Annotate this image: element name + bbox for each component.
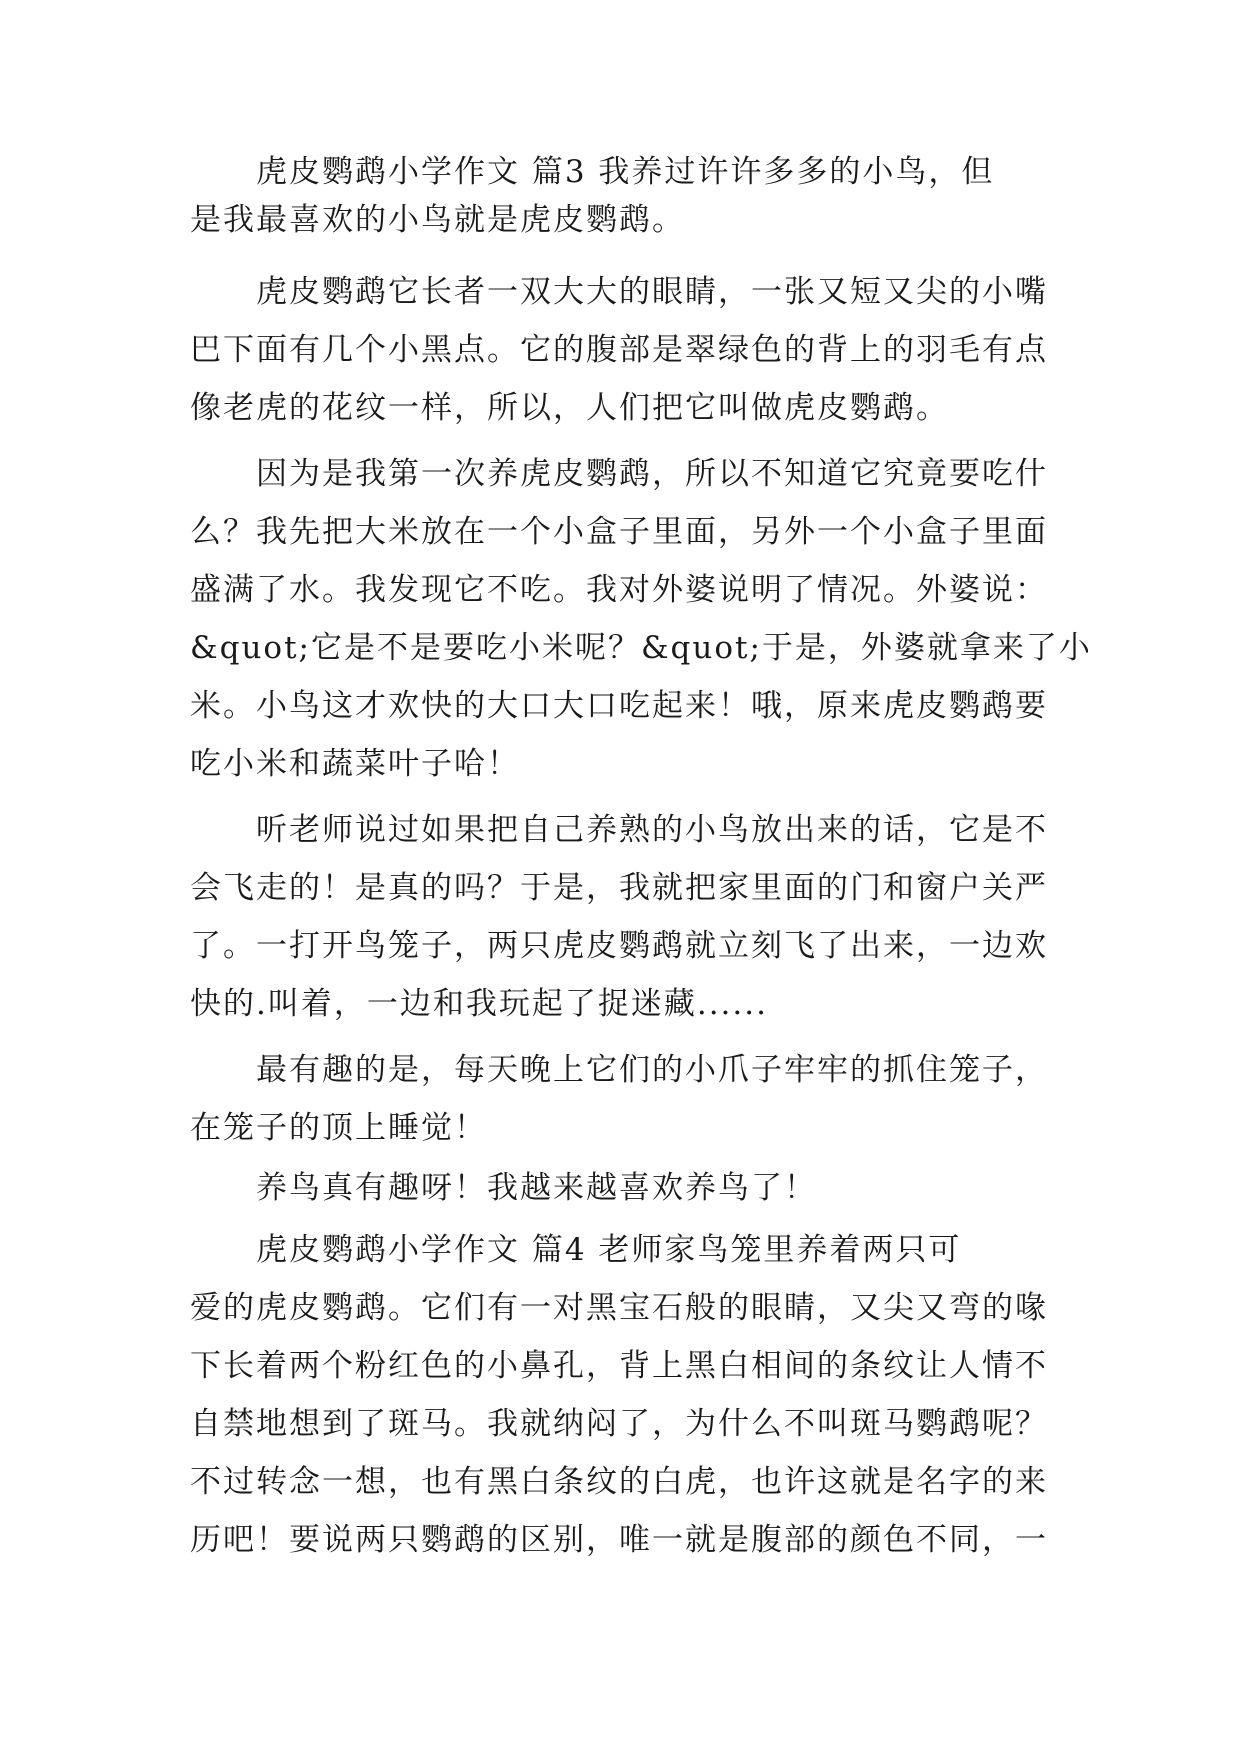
text-line: &quot;它是不是要吃小米呢？&quot;于是，外婆就拿来了小 [190,630,1092,666]
text-line: 了。一打开鸟笼子，两只虎皮鹦鹉就立刻飞了出来，一边欢 [190,928,1048,964]
text-line: 米。小鸟这才欢快的大口大口吃起来！哦，原来虎皮鹦鹉要 [190,688,1048,724]
text-line: 最有趣的是，每天晚上它们的小爪子牢牢的抓住笼子， [256,1052,1048,1088]
text-line: 是我最喜欢的小鸟就是虎皮鹦鹉。 [190,202,685,238]
text-line: 养鸟真有趣呀！我越来越喜欢养鸟了！ [256,1170,817,1206]
text-line: 因为是我第一次养虎皮鹦鹉，所以不知道它究竟要吃什 [256,456,1048,492]
text-line: 爱的虎皮鹦鹉。它们有一对黑宝石般的眼睛，又尖又弯的喙 [190,1290,1048,1326]
text-line: 虎皮鹦鹉小学作文 篇3 我养过许许多多的小鸟，但 [256,154,995,190]
text-line: 自禁地想到了斑马。我就纳闷了，为什么不叫斑马鹦鹉呢？ [190,1406,1048,1442]
text-line: 么？我先把大米放在一个小盒子里面，另外一个小盒子里面 [190,514,1048,550]
text-line: 下长着两个粉红色的小鼻孔，背上黑白相间的条纹让人情不 [190,1348,1048,1384]
text-line: 虎皮鹦鹉小学作文 篇4 老师家鸟笼里养着两只可 [256,1232,962,1268]
text-line: 巴下面有几个小黑点。它的腹部是翠绿色的背上的羽毛有点 [190,332,1048,368]
text-line: 快的.叫着，一边和我玩起了捉迷藏...... [190,986,768,1022]
text-line: 会飞走的！是真的吗？于是，我就把家里面的门和窗户关严 [190,870,1048,906]
text-line: 在笼子的顶上睡觉！ [190,1110,487,1146]
text-line: 虎皮鹦鹉它长者一双大大的眼睛，一张又短又尖的小嘴 [256,274,1048,310]
text-line: 盛满了水。我发现它不吃。我对外婆说明了情况。外婆说： [190,572,1048,608]
text-line: 吃小米和蔬菜叶子哈！ [190,746,520,782]
text-line: 历吧！要说两只鹦鹉的区别，唯一就是腹部的颜色不同，一 [190,1522,1048,1558]
text-line: 不过转念一想，也有黑白条纹的白虎，也许这就是名字的来 [190,1464,1048,1500]
text-line: 听老师说过如果把自己养熟的小鸟放出来的话，它是不 [256,812,1048,848]
text-line: 像老虎的花纹一样，所以，人们把它叫做虎皮鹦鹉。 [190,390,949,426]
